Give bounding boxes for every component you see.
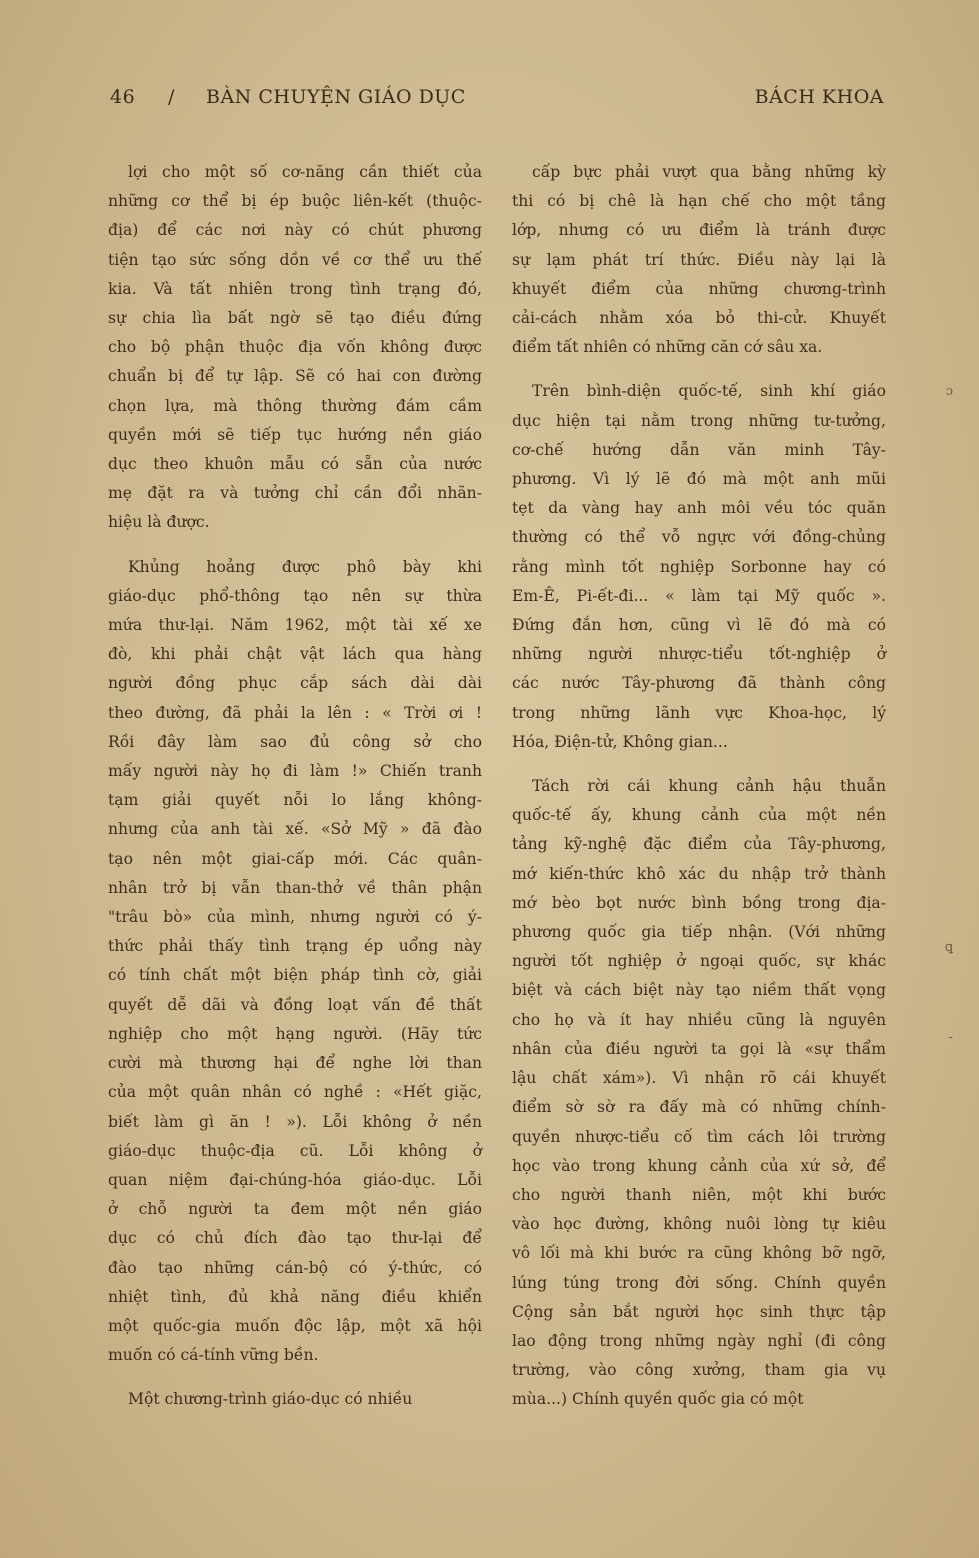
- text-line: ở chỗ người ta đem một nền giáo: [108, 1200, 482, 1219]
- text-line: lậu chất xám»). Vì nhận rõ cái khuyết: [512, 1069, 886, 1088]
- text-line: lớp, nhưng có ưu điểm là tránh được: [512, 221, 886, 240]
- paragraph: [108, 1385, 482, 1414]
- text-line: lao động trong những ngày nghỉ (đi công: [512, 1331, 886, 1350]
- right-column: [512, 158, 886, 1430]
- text-line: sự chia lìa bất ngờ sẽ tạo điều đứng: [108, 309, 482, 328]
- text-line: theo đường, đã phải la lên : « Trời ơi !: [108, 703, 482, 722]
- text-line: cấp bực phải vượt qua bằng những kỳ: [532, 163, 886, 181]
- text-line: thi có bị chê là hạn chế cho một tầng: [512, 192, 886, 211]
- margin-mark: ɔ: [945, 384, 953, 399]
- text-line: mớ bèo bọt nước bình bồng trong địa-: [512, 893, 886, 912]
- paragraph: [512, 377, 886, 757]
- text-line: điểm sờ sờ ra đấy mà có những chính-: [512, 1098, 886, 1117]
- text-line: học vào trong khung cảnh của xứ sở, để: [512, 1156, 886, 1175]
- text-line: tảng kỹ-nghệ đặc điểm của Tây-phương,: [512, 835, 886, 854]
- text-line: địa) để các nơi này có chút phương: [108, 221, 482, 240]
- text-line: mẹ đặt ra và tưởng chỉ cần đổi nhãn-: [108, 484, 482, 503]
- paragraph: [512, 158, 886, 362]
- text-line: lúng túng trong đời sống. Chính quyền: [512, 1273, 886, 1292]
- text-line: quyết dễ dãi và đồng loạt vấn đề thất: [108, 995, 482, 1014]
- text-line: nghiệp cho một hạng người. (Hãy tức: [108, 1024, 482, 1043]
- text-line: tẹt da vàng hay anh môi vều tóc quăn: [512, 499, 886, 518]
- text-line: nhưng của anh tài xế. «Sở Mỹ » đã đào: [108, 820, 482, 839]
- running-header: [110, 86, 884, 120]
- text-line: chuẩn bị để tự lập. Sẽ có hai con đường: [108, 367, 482, 386]
- section-title: BÀN CHUYỆN GIÁO DỤC: [206, 86, 466, 108]
- text-line: thường có thể vỗ ngực với đồng-chủng: [512, 528, 886, 547]
- text-line: mấy người này họ đi làm !» Chiến tranh: [108, 762, 482, 781]
- text-line: giáo-dục phổ-thông tạo nên sự thừa: [108, 586, 482, 605]
- text-line: người đồng phục cắp sách dài dài: [108, 674, 482, 693]
- text-line: tạo nên một giai-cấp mới. Các quân-: [108, 849, 482, 868]
- text-line: giáo-dục thuộc-địa cũ. Lỗi không ở: [108, 1141, 482, 1160]
- text-line: của một quân nhân có nghề : «Hết giặc,: [108, 1083, 482, 1102]
- text-line: Một chương-trình giáo-dục có nhiều: [128, 1390, 413, 1409]
- text-line: Cộng sản bắt người học sinh thực tập: [512, 1302, 886, 1321]
- margin-mark: ꝗ: [944, 940, 953, 955]
- text-line: Khủng hoảng được phô bày khi: [128, 557, 482, 576]
- text-line: cải-cách nhằm xóa bỏ thi-cử. Khuyết: [512, 309, 886, 328]
- text-line: muốn có cá-tính vững bền.: [108, 1346, 319, 1365]
- text-line: những cơ thể bị ép buộc liên-kết (thuộc-: [108, 192, 482, 211]
- text-line: các nước Tây-phương đã thành công: [512, 674, 886, 693]
- paragraph: [512, 772, 886, 1414]
- text-line: một quốc-gia muốn độc lập, một xã hội: [108, 1316, 482, 1335]
- text-line: vô lối mà khi bước ra cũng không bỡ ngỡ,: [512, 1244, 886, 1263]
- text-line: cười mà thương hại để nghe lời than: [108, 1054, 482, 1073]
- text-line: nhân trở bị vẫn than-thở về thân phận: [108, 878, 482, 897]
- page-number: 46: [110, 86, 136, 108]
- text-line: dục theo khuôn mẫu có sẵn của nước: [108, 455, 482, 474]
- text-line: những người nhược-tiểu tốt-nghiệp ở: [512, 645, 886, 664]
- text-line: dục có chủ đích đào tạo thư-lại để: [108, 1229, 482, 1248]
- text-line: biệt và cách biệt này tạo niềm thất vọng: [512, 981, 886, 1000]
- text-line: người tốt nghiệp ở ngoại quốc, sự khác: [512, 952, 886, 971]
- text-line: lợi cho một số cơ-năng cần thiết của: [128, 163, 482, 181]
- text-line: Em-Ê, Pi-ết-đi... « làm tại Mỹ quốc ».: [512, 586, 886, 605]
- text-line: mớ kiến-thức khô xác du nhập trở thành: [512, 864, 886, 883]
- text-line: chọn lựa, mà thông thường đám cầm: [108, 396, 482, 415]
- text-line: tạm giải quyết nỗi lo lắng không-: [108, 791, 482, 810]
- paragraph: [108, 158, 482, 538]
- text-line: biết làm gì ăn ! »). Lỗi không ở nền: [108, 1112, 482, 1131]
- text-line: rằng mình tốt nghiệp Sorbonne hay có: [512, 557, 886, 576]
- header-separator: /: [168, 86, 175, 108]
- text-line: quyền nhược-tiểu cố tìm cách lôi trường: [512, 1127, 886, 1146]
- text-line: điểm tất nhiên có những căn cớ sâu xa.: [512, 338, 823, 357]
- text-line: nhân của điều người ta gọi là «sự thẩm: [512, 1039, 886, 1058]
- text-line: cho họ và ít hay nhiều cũng là nguyên: [512, 1010, 886, 1029]
- text-line: tiện tạo sức sống dồn về cơ thể ưu thế: [108, 250, 482, 269]
- left-column: [108, 158, 482, 1430]
- text-line: thức phải thấy tình trạng ép uổng này: [108, 937, 482, 956]
- text-line: phương quốc gia tiếp nhận. (Với những: [512, 923, 886, 942]
- text-line: Tách rời cái khung cảnh hậu thuẫn: [532, 777, 886, 796]
- text-line: sự lạm phát trí thức. Điều này lại là: [512, 250, 886, 269]
- text-line: Rồi đây làm sao đủ công sở cho: [108, 732, 482, 751]
- text-line: "trâu bò» của mình, nhưng người có ý-: [108, 908, 482, 927]
- text-line: quan niệm đại-chúng-hóa giáo-dục. Lỗi: [108, 1170, 482, 1189]
- text-line: dục hiện tại nằm trong những tư-tưởng,: [512, 411, 886, 430]
- text-line: Trên bình-diện quốc-tế, sinh khí giáo: [532, 382, 886, 401]
- text-line: kia. Và tất nhiên trong tình trạng đó,: [108, 279, 482, 298]
- text-line: cho bộ phận thuộc địa vốn không được: [108, 338, 482, 357]
- text-line: vào học đường, không nuôi lòng tự kiêu: [512, 1215, 886, 1234]
- text-line: Hóa, Điện-tử, Không gian...: [512, 732, 728, 751]
- text-line: quốc-tế ấy, khung cảnh của một nền: [512, 806, 886, 825]
- paragraph: [108, 553, 482, 1371]
- text-line: Đứng đắn hơn, cũng vì lẽ đó mà có: [512, 616, 886, 635]
- text-line: quyền mới sẽ tiếp tục hướng nền giáo: [108, 425, 482, 444]
- text-line: mứa thư-lại. Năm 1962, một tài xế xe: [108, 616, 482, 635]
- text-line: đào tạo những cán-bộ có ý-thức, có: [108, 1258, 482, 1277]
- magazine-title: BÁCH KHOA: [754, 86, 884, 108]
- text-line: trong những lãnh vực Khoa-học, lý: [512, 703, 886, 722]
- text-line: hiệu là được.: [108, 513, 210, 532]
- text-line: cơ-chế hướng dẫn văn minh Tây-: [512, 440, 886, 459]
- text-line: đò, khi phải chật vật lách qua hàng: [108, 645, 482, 664]
- text-line: nhiệt tình, đủ khả năng điều khiển: [108, 1287, 482, 1306]
- text-line: khuyết điểm của những chương-trình: [512, 279, 886, 298]
- text-line: cho người thanh niên, một khi bước: [512, 1185, 886, 1204]
- text-line: có tính chất một biện pháp tình cờ, giải: [108, 966, 482, 985]
- margin-mark: -: [948, 1030, 953, 1045]
- text-line: phương. Vì lý lẽ đó mà một anh mũi: [512, 470, 886, 489]
- text-line: trường, vào công xưởng, tham gia vụ: [512, 1361, 886, 1380]
- text-line: mùa...) Chính quyền quốc gia có một: [512, 1390, 804, 1409]
